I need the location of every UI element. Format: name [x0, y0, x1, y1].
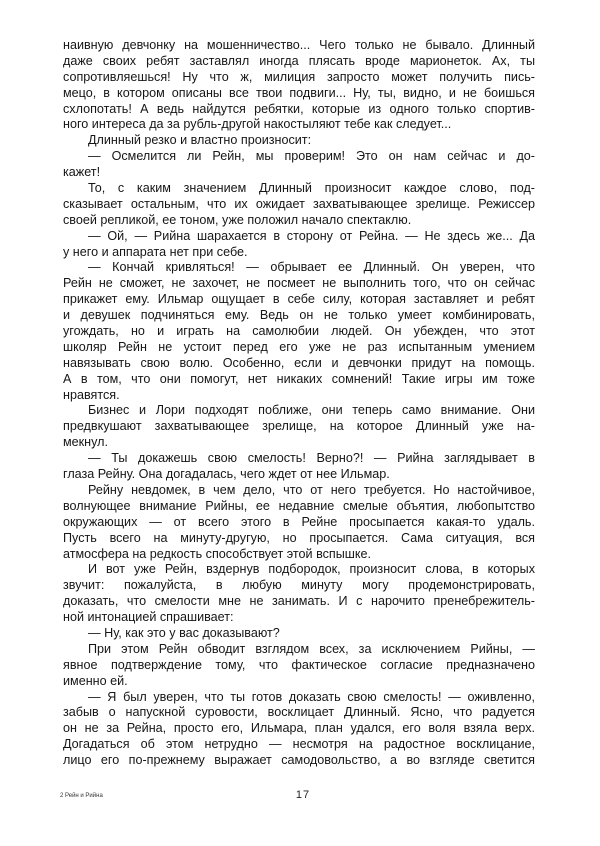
text-line: звучит: пожалуйста, в любую минуту могу продемонстрировать,: [63, 578, 535, 593]
signature-mark: 2 Рейн и Рийна: [60, 793, 103, 799]
text-line: школяр Рейн не устоит перед его уже не раз испытанным умением: [63, 339, 535, 354]
page-number: 17: [295, 789, 311, 801]
text-line: — Осмелится ли Рейн, мы проверим! Это он нам сейчас и до-: [88, 149, 535, 164]
body-text: [63, 38, 535, 769]
text-line: сопротивляешься! Ну что ж, милиция запросто может получить пись-: [63, 69, 535, 84]
text-line: — Кончай кривляться! — обрывает ее Длинный. Он уверен, что: [88, 260, 535, 275]
paragraph: [63, 562, 535, 626]
text-line: мецо, в котором описаны все твои подвиги... Ну, ты, видно, и не боишься: [63, 85, 535, 100]
text-line: лицо его по-прежнему выражает самодовольство, а во взгляде светится: [63, 753, 535, 768]
paragraph: [63, 133, 535, 149]
paragraph: [63, 690, 535, 769]
text-line: А в том, что они помогут, нет никаких сомнений! Такие игры им тоже: [63, 371, 535, 386]
paragraph: [63, 149, 535, 181]
paragraph: [63, 181, 535, 229]
text-line: угождать, но и играть на самолюбии людей. Он убежден, что этот: [63, 324, 535, 339]
text-line: сказывает остальным, что их ожидает захватывающее зрелище. Режиссер: [63, 196, 535, 211]
text-line: даже своих ребят заставлял иногда плясать вроде марионеток. Ах, ты: [63, 53, 535, 68]
text-line: нравятся.: [63, 387, 120, 402]
paragraph: [63, 483, 535, 562]
paragraph: [63, 38, 535, 133]
text-line: При этом Рейн обводит взглядом всех, за исключением Рийны, —: [88, 641, 535, 656]
text-line: мекнул.: [63, 435, 108, 450]
paragraph: [63, 626, 535, 642]
paragraph: [63, 403, 535, 451]
text-line: Рейн не сможет, не захочет, не посмеет не выполнить того, что он сейчас: [63, 276, 535, 291]
text-line: Длинный резко и властно произносит:: [88, 133, 312, 148]
text-line: окружающих — от всего этого в Рейне просыпается какая-то удаль.: [63, 514, 535, 529]
text-line: схлопотать! А ведь найдутся ребятки, которые из одного только спортив-: [63, 101, 535, 116]
text-line: именно ей.: [63, 673, 128, 688]
text-line: он не за Рейна, просто его, Ильмара, план удался, его воля взяла верх.: [63, 721, 535, 736]
text-line: Догадаться об этом нетрудно — несмотря на радостное восклицание,: [63, 737, 535, 752]
text-line: доказать, что смелости мне не занимать. И с нарочито пренебрежитель-: [63, 594, 535, 609]
text-line: у него и аппарата нет при себе.: [63, 244, 248, 259]
text-line: своей репликой, ее тоном, уже положил начало спектаклю.: [63, 212, 412, 227]
paragraph: [63, 642, 535, 690]
text-line: атмосфера на редкость способствует этой вспышке.: [63, 546, 372, 561]
text-line: ного интереса да за рубль-другой накостыляют тебе как следует...: [63, 117, 452, 132]
text-line: кажет!: [63, 165, 101, 180]
text-line: Рейну невдомек, в чем дело, что от него требуется. Но настойчивое,: [88, 482, 535, 497]
text-line: глаза Рейну. Она догадалась, чего ждет от нее Ильмар.: [63, 467, 390, 482]
text-line: забыв о напускной суровости, восклицает Длинный. Ясно, что радуется: [63, 705, 535, 720]
paragraph: [63, 451, 535, 483]
text-line: волнующее внимание Рийны, ее недавние смелые объятия, любопытство: [63, 498, 535, 513]
text-line: — Ты докажешь свою смелость! Верно?! — Рийна заглядывает в: [88, 451, 535, 466]
text-line: навязывать свою волю. Особенно, если и девчонки придут на помощь.: [63, 355, 535, 370]
text-line: — Ну, как это у вас доказывают?: [88, 625, 280, 640]
text-line: И вот уже Рейн, вздернув подбородок, произносит слова, в которых: [88, 562, 535, 577]
text-line: ной интонацией спрашивает:: [63, 610, 234, 625]
paragraph: [63, 229, 535, 261]
paragraph: [63, 260, 535, 403]
text-line: и девушек подчиняться ему. Ведь он не только умеет комбинировать,: [63, 308, 535, 323]
text-line: То, с каким значением Длинный произносит каждое слово, под-: [88, 181, 535, 196]
text-line: явное подтверждение тому, что фактическое согласие предназначено: [63, 657, 535, 672]
text-line: наивную девчонку на мошенничество... Чего только не бывало. Длинный: [63, 38, 535, 52]
text-line: Бизнес и Лори подходят поближе, они теперь само внимание. Они: [88, 403, 535, 418]
text-line: прикажет ему. Ильмар ощущает в себе силу, которая заставляет и ребят: [63, 292, 535, 307]
text-line: — Ой, — Рийна шарахается в сторону от Рейна. — Не здесь же... Да: [88, 228, 535, 243]
text-line: предвкушают захватывающее зрелище, на которое Длинный уже на-: [63, 419, 535, 434]
text-line: Пусть всего на минуту-другую, но просыпается. Сама ситуация, вся: [63, 530, 535, 545]
text-line: — Я был уверен, что ты готов доказать свою смелость! — оживленно,: [88, 689, 535, 704]
